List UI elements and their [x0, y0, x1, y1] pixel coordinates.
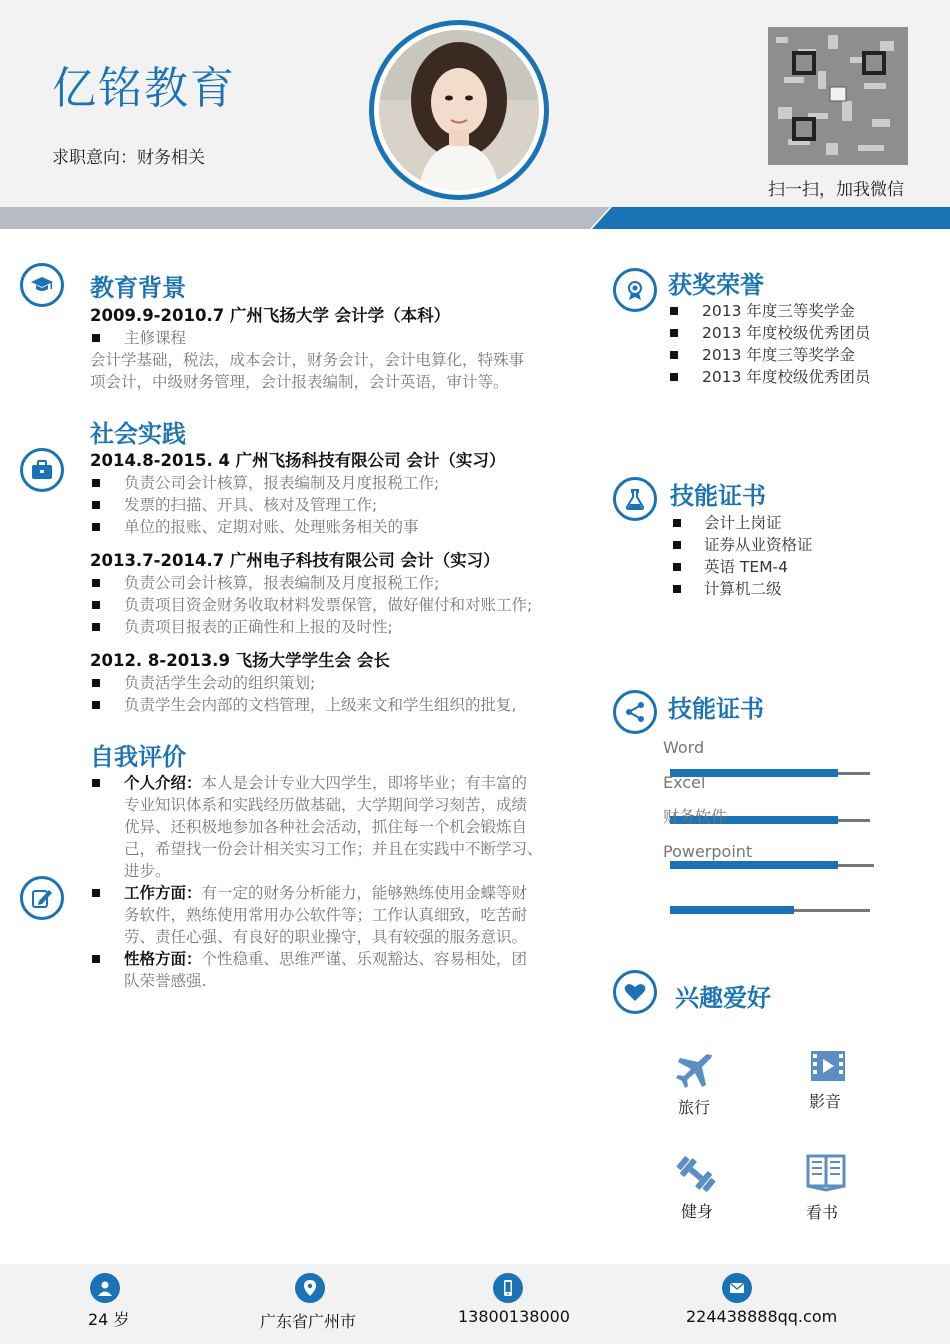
job-item: 负责项目报表的正确性和上报的及时性; — [124, 618, 393, 636]
bullet — [670, 351, 678, 359]
bullet — [92, 501, 100, 509]
bullet — [670, 373, 678, 381]
bullet — [92, 779, 100, 787]
course-line: 会计学基础，税法，成本会计，财务会计，会计电算化，特殊事 — [90, 351, 525, 369]
graduation-cap-icon — [20, 263, 64, 307]
bullet — [673, 563, 681, 571]
work-line — [124, 882, 527, 904]
bullet — [92, 701, 100, 709]
avatar — [379, 30, 539, 190]
intro-line: 进步。 — [124, 862, 171, 880]
edit-icon — [20, 876, 64, 920]
mail-icon — [722, 1273, 752, 1303]
cert-item: 计算机二级 — [704, 580, 782, 598]
bullet — [92, 579, 100, 587]
job-heading: 2012. 8-2013.9 飞扬大学学生会 会长 — [90, 651, 390, 670]
skill-name: 财务软件 — [663, 807, 728, 826]
intro-line: 专业知识体系和实践经历做基础，大学期间学习刻苦，成绩 — [124, 796, 528, 814]
cert-item: 英语 TEM-4 — [704, 558, 789, 576]
job-item: 负责项目资金财务收取材料发票保管，做好催付和对账工作; — [124, 596, 533, 614]
phone-icon — [493, 1273, 523, 1303]
bullet — [670, 307, 678, 315]
education-title: 教育背景 — [90, 274, 186, 302]
self-eval-title: 自我评价 — [90, 743, 186, 771]
award-item: 2013 年度三等奖学金 — [702, 346, 855, 364]
hobby-label: 健身 — [681, 1202, 714, 1221]
header-divider-band — [0, 207, 950, 229]
bullet — [92, 479, 100, 487]
intro-text: 本人是会计专业大四学生，即将毕业；有丰富的 — [201, 774, 528, 792]
hobby-label: 看书 — [806, 1203, 839, 1222]
char-line — [124, 948, 527, 970]
hobbies-title: 兴趣爱好 — [675, 984, 771, 1012]
job-heading: 2014.8-2015. 4 广州飞扬科技有限公司 会计（实习） — [90, 451, 506, 470]
share-icon — [613, 690, 657, 734]
job-item: 负责公司会计核算，报表编制及月度报税工作; — [124, 574, 440, 592]
certs-title: 技能证书 — [670, 482, 766, 510]
intro-label: 个人介绍： — [124, 774, 202, 792]
bullet — [92, 623, 100, 631]
cert-item: 会计上岗证 — [704, 514, 782, 532]
job-item: 负责活学生会动的组织策划; — [124, 674, 316, 692]
bullet — [92, 334, 100, 342]
hobby-label: 影音 — [809, 1092, 842, 1111]
intro-line — [124, 772, 527, 794]
heart-icon — [613, 970, 657, 1014]
job-item: 单位的报账、定期对账、处理账务相关的事 — [124, 518, 419, 536]
briefcase-icon — [20, 448, 64, 492]
bullet — [92, 679, 100, 687]
bullet — [673, 585, 681, 593]
bullet — [92, 523, 100, 531]
brand-title: 亿铭教育 — [52, 63, 236, 114]
char-label: 性格方面： — [124, 950, 202, 968]
dumbbell-icon — [674, 1152, 718, 1196]
flask-icon — [613, 477, 657, 521]
job-item: 负责学生会内部的文档管理，上级来文和学生组织的批复, — [124, 696, 517, 714]
award-item: 2013 年度三等奖学金 — [702, 302, 855, 320]
work-line: 务软件，熟练使用常用办公软件等；工作认真细致，吃苦耐 — [124, 906, 528, 924]
cert-item: 证券从业资格证 — [704, 536, 813, 554]
char-line: 队荣誉感强. — [124, 972, 207, 990]
bullet — [92, 601, 100, 609]
bullet — [92, 955, 100, 963]
wechat-qr-code — [768, 27, 908, 165]
intro-line: 己，希望找一份会计相关实习工作；并且在实践中不断学习、 — [124, 840, 543, 858]
job-item: 负责公司会计核算，报表编制及月度报税工作; — [124, 474, 440, 492]
bullet — [673, 541, 681, 549]
work-line: 劳、责任心强、有良好的职业操守，具有较强的服务意识。 — [124, 928, 528, 946]
work-text: 有一定的财务分析能力，能够熟练使用金蝶等财 — [201, 884, 528, 902]
skill-name: Powerpoint — [663, 842, 753, 861]
book-icon — [804, 1150, 848, 1194]
job-heading: 2013.7-2014.7 广州电子科技有限公司 会计（实习） — [90, 551, 500, 570]
contact-footer — [0, 1264, 950, 1344]
hobby-label: 旅行 — [678, 1098, 711, 1117]
award-item: 2013 年度校级优秀团员 — [702, 324, 871, 342]
skill-bar-fill — [670, 906, 794, 914]
skills-title: 技能证书 — [668, 695, 764, 723]
bullet — [92, 889, 100, 897]
award-item: 2013 年度校级优秀团员 — [702, 368, 871, 386]
bullet — [670, 329, 678, 337]
intro-line: 优异、还积极地参加各种社会活动，抓住每一个机会锻炼自 — [124, 818, 528, 836]
work-label: 工作方面： — [124, 884, 202, 902]
location-pin-icon — [295, 1273, 325, 1303]
job-intent: 求职意向：财务相关 — [52, 148, 205, 168]
job-item: 发票的扫描、开具、核对及管理工作; — [124, 496, 378, 514]
skill-name: Word — [663, 738, 705, 757]
user-icon — [90, 1273, 120, 1303]
practice-title: 社会实践 — [90, 420, 186, 448]
airplane-icon — [672, 1049, 716, 1093]
qr-caption: 扫一扫，加我微信 — [768, 180, 904, 200]
email-text[interactable]: 224438888qq.com — [686, 1307, 838, 1326]
char-text: 个性稳重、思维严谨、乐观豁达、容易相处，团 — [201, 950, 528, 968]
awards-title: 获奖荣誉 — [668, 271, 764, 299]
bullet — [673, 519, 681, 527]
education-bullet: 主修课程 — [124, 329, 187, 347]
course-line: 项会计，中级财务管理，会计报表编制，会计英语，审计等。 — [90, 373, 509, 391]
phone-text[interactable]: 13800138000 — [458, 1307, 570, 1326]
education-entry: 2009.9-2010.7 广州飞扬大学 会计学（本科） — [90, 306, 451, 325]
location-text: 广东省广州市 — [260, 1312, 357, 1331]
medal-icon — [613, 268, 657, 312]
film-icon — [806, 1045, 850, 1089]
skill-name: Excel — [663, 773, 706, 792]
age-text: 24 岁 — [88, 1310, 130, 1329]
